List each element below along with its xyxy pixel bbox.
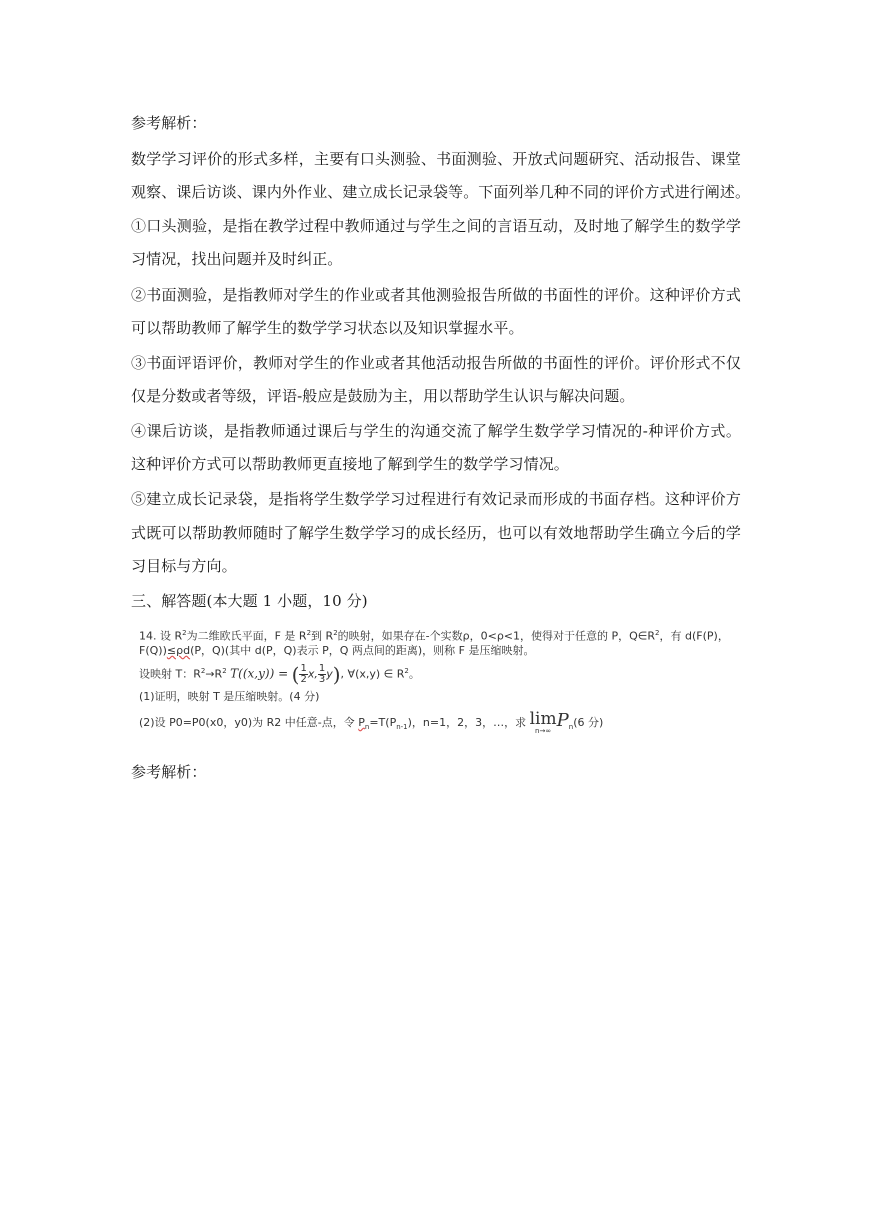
problem-line-5: (2)设 P0=P0(x0，y0)为 R2 中任意-点，令 $P_n=T(P_{n-1})$，n=1，2，3，…，求 lim n→∞ $P_n(6$ 分) (139, 709, 604, 735)
problem-line-1: 14. 设 $R^2$为二维欧氏平面，F 是 $R^2$到 $R^2$的映射，如果存在-个实数ρ，0<ρ<1，使得对于任意的 P，$Q\in R^2$，有 d(F(P)， (139, 629, 729, 643)
answer-heading-2: 参考解析： (131, 763, 207, 781)
section-heading: 三、解答题(本大题 1 小题，10 分) (131, 592, 368, 610)
paragraph-line: ①口头测验，是指在教学过程中教师通过与学生之间的言语互动，及时地了解学生的数学学 (131, 217, 741, 235)
paragraph-line: 仅是分数或者等级，评语-般应是鼓励为主，用以帮助学生认识与解决问题。 (131, 387, 635, 405)
paragraph-line: 习目标与方向。 (131, 557, 237, 575)
problem-image (131, 622, 729, 740)
paragraph-line: ③书面评语评价，教师对学生的作业或者其他活动报告所做的书面性的评价。评价形式不仅 (131, 354, 741, 372)
paragraph-line: 观察、课后访谈、课内外作业、建立成长记录袋等。下面列举几种不同的评价方式进行阐述。 (131, 183, 751, 201)
answer-heading: 参考解析： (131, 114, 207, 132)
paragraph-line: 式既可以帮助教师随时了解学生数学学习的成长经历，也可以有效地帮助学生确立今后的学 (131, 524, 741, 542)
paragraph-line: ⑤建立成长记录袋，是指将学生数学学习过程进行有效记录而形成的书面存档。这种评价方 (131, 490, 741, 508)
problem-line-2: F(Q))≤ρd(P，Q)(其中 d(P，Q)表示 P，Q 两点间的距离)，则称 F 是压缩映射。 (139, 644, 535, 657)
paragraph-line: 这种评价方式可以帮助教师更直接地了解到学生的数学学习情况。 (131, 455, 569, 473)
paragraph-line: 数学学习评价的形式多样，主要有口头测验、书面测验、开放式问题研究、活动报告、课堂 (131, 150, 741, 168)
paragraph-line: ②书面测验，是指教师对学生的作业或者其他测验报告所做的书面性的评价。这种评价方式 (131, 286, 741, 304)
problem-line-3: 设映射 T：$R^2\to R^2$ T((x,y)) = ( $\frac{1}{2}$ x, $\frac{1}{3}$ y), ∀(x,y) ∈ $R^2$。 (139, 662, 420, 687)
paragraph-line: 可以帮助教师了解学生的数学学习状态以及知识掌握水平。 (131, 319, 524, 337)
problem-line-4: (1)证明，映射 T 是压缩映射。(4 分) (139, 690, 320, 703)
paragraph-line: ④课后访谈，是指教师通过课后与学生的沟通交流了解学生数学学习情况的-种评价方式。 (131, 422, 741, 440)
paragraph-line: 习情况，找出问题并及时纠正。 (131, 250, 343, 268)
